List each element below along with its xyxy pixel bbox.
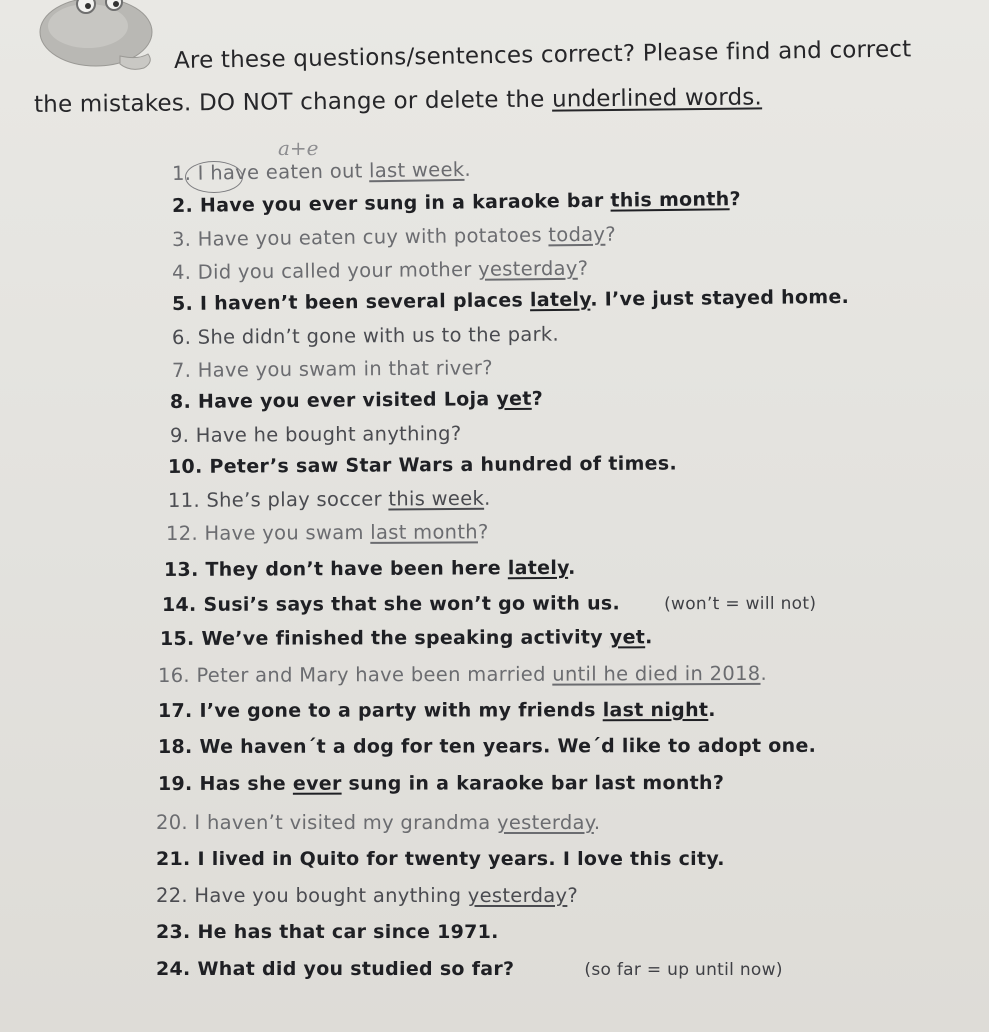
instructions-line-2 (34, 84, 762, 118)
exercise-number: 5. (171, 292, 201, 315)
exercise-number: 20. (156, 811, 195, 834)
exercise-number: 2. (171, 194, 201, 217)
exercise-text: Have you bought anything (194, 884, 468, 907)
exercise-text: I’ve gone to a party with my friends (199, 699, 603, 722)
exercise-text: What did you studied so far? (197, 958, 515, 980)
exercise-text-end: sung in a karaoke bar last month? (341, 772, 725, 795)
exercise-text-end: . (760, 661, 768, 685)
exercise-item (172, 257, 589, 284)
exercise-item (168, 452, 677, 478)
exercise-number: 11. (167, 488, 207, 512)
underlined-word: lately (529, 288, 591, 312)
exercise-number: 3. (171, 227, 198, 251)
exercise-number: 8. (169, 390, 199, 413)
exercise-item (156, 921, 499, 943)
underlined-word: yet (609, 626, 646, 649)
exercise-item (172, 286, 849, 315)
exercise-number: 21. (156, 848, 198, 870)
underlined-word: today (548, 222, 606, 247)
exercise-text-end: . (593, 811, 601, 834)
exercise-text: We haven´t a dog for ten years. We´d like to adopt one. (199, 734, 817, 758)
exercise-number: 17. (157, 699, 200, 722)
exercise-note: (won’t = will not) (664, 593, 817, 615)
exercise-number: 15. (159, 627, 202, 650)
exercise-text: She’s play soccer (206, 487, 389, 512)
exercise-text: I haven’t visited my grandma (194, 811, 498, 834)
exercise-text: Have he bought anything? (195, 421, 462, 447)
exercise-number: 12. (165, 521, 205, 545)
exercise-number: 7. (171, 358, 198, 382)
exercise-text-end: ? (531, 387, 544, 410)
handwritten-annotation: a+e (278, 136, 319, 160)
mascot-illustration (38, 0, 163, 84)
exercise-note: (so far = up until now) (584, 960, 783, 980)
underlined-word: ever (292, 772, 342, 795)
exercise-text-end: . (708, 699, 716, 722)
exercise-item (162, 592, 816, 616)
exercise-item (158, 735, 816, 758)
exercise-text: He has that car since 1971. (197, 921, 499, 943)
exercise-item (172, 323, 559, 349)
exercise-text: Has she (199, 772, 293, 795)
exercise-number: 18. (157, 735, 200, 758)
exercise-item (170, 388, 543, 413)
exercise-text-end: . (464, 157, 472, 181)
exercise-item (166, 520, 489, 545)
exercise-text: I have eaten out (197, 159, 370, 185)
exercise-text: I haven’t been several places (199, 289, 531, 315)
exercise-number: 9. (169, 423, 196, 447)
exercise-item (172, 188, 741, 217)
underlined-word: until he died in 2018 (552, 661, 761, 686)
underlined-word: last night (602, 699, 709, 722)
exercise-text: Have you ever visited Loja (197, 388, 497, 413)
exercise-item (156, 884, 578, 907)
instructions-underlined-text: underlined words. (551, 84, 763, 113)
exercise-text: Peter and Mary have been married (196, 662, 553, 687)
exercise-text: Peter’s saw Star Wars a hundred of times. (209, 452, 678, 478)
exercise-item (160, 626, 653, 650)
exercise-item (172, 223, 616, 251)
exercise-item (158, 772, 724, 795)
exercise-item (158, 662, 767, 687)
exercise-item (164, 557, 576, 581)
exercise-text: We’ve finished the speaking activity (201, 626, 610, 650)
exercise-text-end: . (645, 626, 653, 649)
underlined-word: yet (496, 387, 532, 411)
exercise-item (156, 811, 600, 834)
underlined-word: this month (610, 188, 730, 212)
underlined-word: lately (507, 556, 569, 580)
exercise-text-end: ? (729, 188, 741, 211)
exercise-text-end: . I’ve just stayed home. (590, 285, 850, 311)
exercise-number: 13. (163, 558, 206, 581)
exercise-item (156, 848, 725, 870)
instructions-text: the mistakes. DO NOT change or delete the (33, 86, 553, 118)
exercise-text-end: . (567, 556, 576, 579)
exercise-text-end: . (483, 486, 491, 510)
exercise-item (158, 699, 716, 722)
exercise-number: 4. (171, 260, 198, 284)
exercise-item (168, 487, 491, 512)
underlined-word: last week (368, 157, 465, 183)
exercise-text: She didn’t gone with us to the park. (197, 322, 560, 349)
exercise-number: 24. (156, 958, 198, 980)
underlined-word: last month (370, 520, 478, 544)
exercise-text: Have you ever sung in a karaoke bar (199, 189, 611, 217)
exercise-item (172, 158, 471, 185)
exercise-number: 1. (171, 161, 198, 185)
exercise-text: Have you swam (204, 520, 371, 545)
exercise-number: 19. (157, 772, 200, 795)
exercise-text-end: ? (605, 222, 617, 246)
exercise-text: They don’t have been here (205, 557, 508, 581)
underlined-word: this week (388, 486, 485, 511)
exercise-number: 23. (156, 921, 198, 943)
underlined-word: yesterday (497, 811, 594, 834)
exercise-number: 22. (156, 884, 195, 907)
exercise-text-end: ? (567, 884, 579, 907)
exercise-text-end: ? (577, 256, 589, 280)
underlined-word: yesterday (477, 256, 578, 281)
exercise-text: I lived in Quito for twenty years. I love this city. (197, 848, 725, 870)
exercise-text: Have you eaten cuy with potatoes (197, 223, 549, 251)
exercise-text: Susi’s says that she won’t go with us. (203, 592, 621, 616)
exercise-number: 16. (157, 663, 197, 687)
exercise-text-end: ? (477, 520, 489, 544)
exercise-item (170, 422, 462, 447)
exercise-item (172, 356, 493, 382)
exercise-number: 14. (161, 593, 204, 616)
exercise-number: 6. (171, 325, 198, 349)
instructions-line-1: Are these questions/sentences correct? Please find and correct (173, 36, 912, 74)
exercise-text: Have you swam in that river? (197, 356, 493, 382)
exercise-text: Did you called your mother (197, 257, 479, 284)
exercise-number: 10. (167, 455, 210, 478)
exercise-item (156, 958, 783, 980)
underlined-word: yesterday (467, 884, 568, 907)
